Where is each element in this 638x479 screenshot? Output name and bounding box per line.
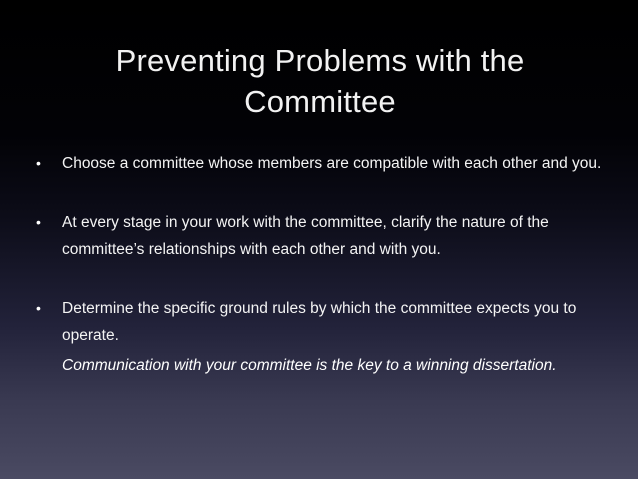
bullet-item-ground-rules (36, 295, 606, 379)
bullet-text: Choose a committee whose members are compatible with each other and you. (62, 155, 602, 172)
bullet-icon: • (36, 214, 41, 230)
bullet-text: Determine the specific ground rules by which the committee expects you to operate. (62, 300, 577, 344)
slide-title-line-2: Committee (244, 84, 396, 119)
slide-title (60, 40, 580, 122)
italic-note: Communication with your committee is the key to a winning dissertation. (62, 357, 557, 374)
bullet-list (36, 150, 606, 379)
slide-title-line-1: Preventing Problems with the (115, 43, 525, 78)
bullet-text: At every stage in your work with the committee, clarify the nature of the committee’s relationships with each other and with you. (62, 214, 549, 258)
bullet-icon: • (36, 300, 41, 316)
bullet-item-clarify-relationships (36, 209, 606, 263)
bullet-icon: • (36, 155, 41, 171)
bullet-item-committee-members (36, 150, 606, 177)
